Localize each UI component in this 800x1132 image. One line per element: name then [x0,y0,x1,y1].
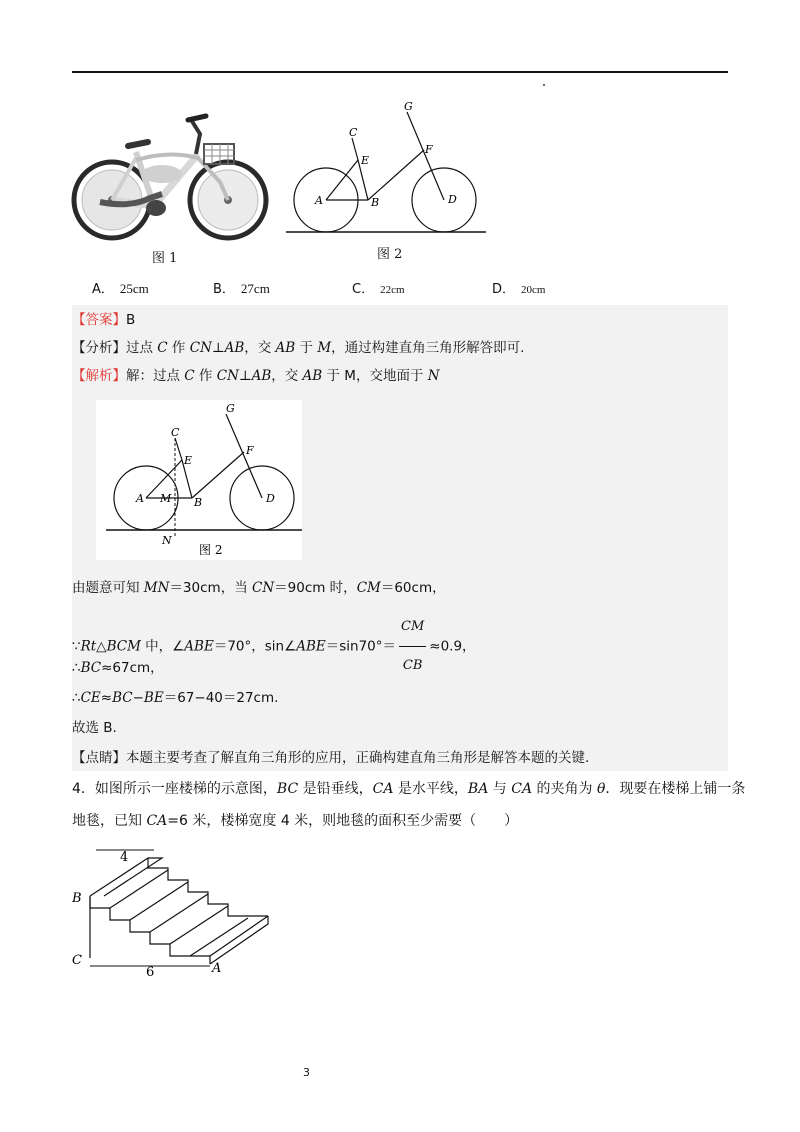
label-f: F [246,444,254,457]
label-b: B [72,891,82,906]
dim-top-label: 4 [120,850,129,865]
option-c: C． 22cm [352,282,405,297]
figure1-caption: 图 1 [152,251,178,266]
figure2-diagram [282,98,492,238]
label-d: D [266,492,275,505]
solution-line: 【解析】解：过点 C 作 CN⊥AB，交 AB 于 M，交地面于 N [72,368,440,384]
figure3-diagram [96,400,302,560]
label-b: B [194,496,203,509]
comment-line: 【点睛】本题主要考查了解直角三角形的应用，正确构建直角三角形是解答本题的关键. [72,750,590,766]
option-b: B． 27cm [213,281,270,297]
stairs-diagram [68,848,288,978]
step-2: ∵Rt△BCM 中，∠ABE＝70°，sin∠ABE＝sin70°＝ $\frac{CM}{CB}$ ≈0.9， [72,608,476,685]
label-c: C [349,126,358,139]
figure3-caption: 图 2 [199,543,223,557]
label-a: A [212,961,222,976]
label-e: E [184,454,193,467]
label-n: N [162,534,172,547]
label-m: M [160,492,172,505]
answer-line: 【答案】B [72,312,136,328]
question4-line1: 4．如图所示一座楼梯的示意图，BC 是铅垂线，CA 是水平线，BA 与 CA 的夹角为 θ．现要在楼梯上铺一条 [72,781,746,797]
question4-line2: 地毯，已知 CA=6 米，楼梯宽度 4 米，则地毯的面积至少需要（ ） [72,813,519,829]
label-g: G [226,402,235,415]
page-number: 3 [303,1066,310,1079]
dim-bottom-label: 6 [146,965,155,978]
step-1: 由题意可知 MN＝30cm，当 CN＝90cm 时，CM＝60cm， [72,580,446,596]
header-rule [72,71,728,73]
label-a: A [136,492,144,505]
step-5: 故选 B. [72,720,117,736]
label-c: C [171,426,180,439]
label-d: D [448,193,457,206]
label-f: F [425,143,433,156]
fraction-cm-cb: $\frac{CM}{CB}$ [399,608,426,685]
figure2-caption: 图 2 [377,247,403,262]
label-b: B [371,196,380,209]
label-g: G [404,100,413,113]
bicycle-photo [70,110,270,242]
step-3: ∴BC≈67cm， [72,660,164,676]
option-d: D． 20cm [492,282,546,297]
stairs-shape [90,858,268,964]
label-c: C [72,953,82,968]
label-e: E [361,154,370,167]
option-a: A． 25cm [92,281,149,297]
analysis-line: 【分析】过点 C 作 CN⊥AB，交 AB 于 M，通过构建直角三角形解答即可. [72,340,525,356]
header-dot [543,84,545,86]
step-4: ∴CE≈BC−BE＝67−40＝27cm. [72,690,279,706]
label-a: A [315,194,323,207]
